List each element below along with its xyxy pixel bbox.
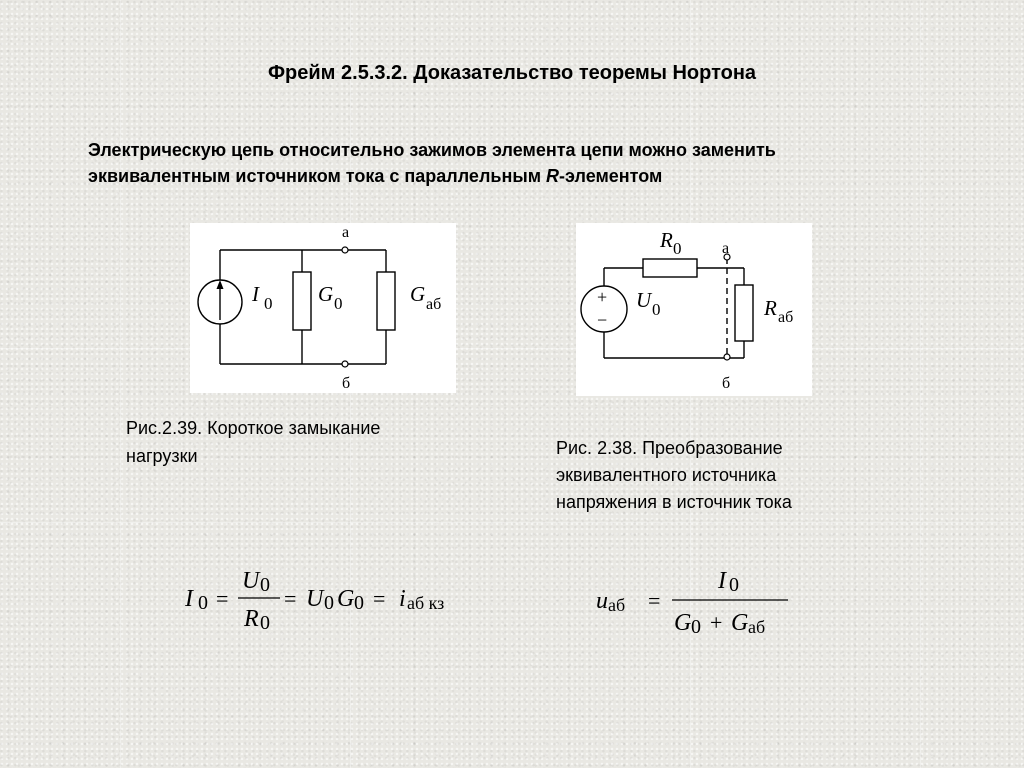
f2-eq: = — [648, 588, 661, 613]
background-seam — [0, 522, 1024, 523]
background-seam — [0, 348, 1024, 349]
resistor-gab — [377, 272, 395, 330]
intro-r-symbol: R — [546, 166, 560, 186]
resistor-r0 — [643, 259, 697, 277]
terminal-b — [724, 354, 730, 360]
formula-1-svg — [180, 562, 480, 642]
node-label-a: а — [342, 224, 350, 241]
caption-2-line-2: эквивалентного источника — [556, 465, 777, 485]
label-gab-sub: аб — [426, 296, 442, 313]
f1-num-sub: 0 — [260, 574, 270, 596]
caption-1-line-1: Рис.2.39. Короткое замыкание — [126, 418, 381, 438]
label-g0-sub: 0 — [334, 294, 343, 313]
figure-2-caption — [556, 435, 896, 516]
node-label-b: б — [722, 375, 731, 392]
intro-line-2-start: эквивалентным источником тока с параллельным — [88, 166, 547, 186]
caption-1-line-2: нагрузки — [126, 446, 198, 466]
terminal-a — [342, 247, 348, 253]
label-rab: R — [764, 296, 777, 320]
label-u0: U — [636, 288, 652, 312]
caption-2-line-3: напряжения в источник тока — [556, 492, 792, 512]
figure-source-transform-diagram — [576, 223, 812, 396]
slide-title: Фрейм 2.5.3.2. Доказательство теоремы Нортона — [267, 62, 757, 84]
f1-g0: G — [337, 586, 355, 612]
node-label-b: б — [342, 375, 351, 392]
f2-den-gab: G — [731, 610, 749, 636]
f2-lhs: u — [596, 588, 608, 614]
f1-lhs: I — [185, 586, 193, 612]
figure-1-caption — [126, 414, 486, 470]
label-u0-sub: 0 — [652, 300, 661, 319]
formula-2-svg — [590, 562, 800, 642]
terminal-b — [342, 361, 348, 367]
f2-den-g0-sub: 0 — [691, 616, 701, 638]
intro-line-2-end: -элементом — [559, 166, 663, 186]
background-seam — [920, 0, 921, 768]
f1-eq3: = — [373, 586, 386, 611]
f2-plus: + — [710, 610, 723, 635]
f1-g0-sub: 0 — [354, 592, 364, 614]
label-i-sub: 0 — [264, 294, 273, 313]
f1-eq: = — [216, 586, 229, 611]
label-r0: R — [660, 228, 673, 252]
f1-den-sub: 0 — [260, 612, 270, 634]
caption-2-line-1: Рис. 2.38. Преобразование — [556, 438, 783, 458]
label-g0: G — [318, 282, 334, 306]
circuit-diagram-2 — [576, 223, 812, 396]
resistor-g0 — [293, 272, 311, 330]
label-i: I — [252, 282, 259, 306]
node-label-a: а — [722, 240, 730, 257]
intro-line-1: Электрическую цепь относительно зажимов элемента цепи можно заменить — [88, 140, 776, 160]
f1-u0-sub: 0 — [324, 592, 334, 614]
circuit-diagram-1 — [190, 223, 456, 393]
f1-u0: U — [306, 586, 324, 612]
f2-num: I — [718, 568, 726, 594]
f1-rhs: i — [399, 586, 406, 612]
f2-lhs-sub: аб — [608, 595, 626, 615]
figure-short-circuit-diagram — [190, 223, 456, 393]
formula-load-voltage — [590, 562, 800, 642]
minus-sign: − — [597, 310, 608, 330]
f1-eq2: = — [284, 586, 297, 611]
f2-den-gab-sub: аб — [748, 617, 766, 637]
f1-lhs-sub: 0 — [198, 592, 208, 614]
label-r0-sub: 0 — [673, 239, 682, 258]
f1-den: R — [244, 606, 259, 632]
resistor-rab — [735, 285, 753, 341]
f1-num: U — [242, 568, 260, 594]
intro-line-2 — [88, 163, 988, 189]
background-seam — [120, 0, 121, 768]
f1-rhs-sub: аб кз — [407, 593, 445, 613]
intro-text — [88, 137, 988, 189]
f2-den-g0: G — [674, 610, 692, 636]
plus-sign: + — [597, 287, 608, 307]
label-gab: G — [410, 282, 426, 306]
f2-num-sub: 0 — [729, 574, 739, 596]
formula-norton-current — [180, 562, 480, 642]
label-rab-sub: аб — [778, 309, 794, 326]
